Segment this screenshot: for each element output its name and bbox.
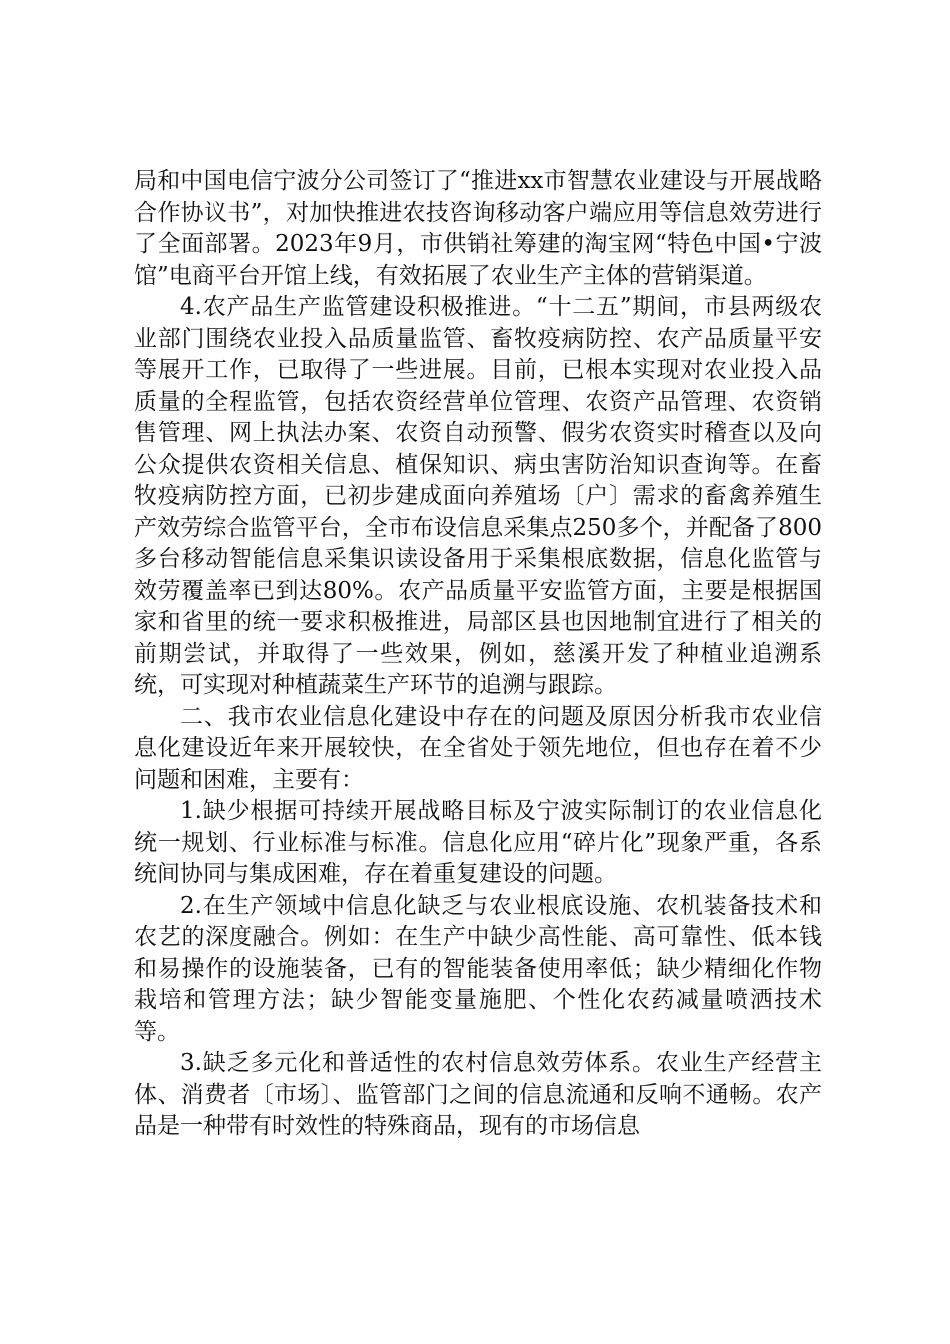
paragraph-problem-2: 2.在生产领域中信息化缺乏与农业根底设施、农机装备技术和农艺的深度融合。例如：在生产中缺少高性能、高可靠性、低本钱和易操作的设施装备，已有的智能装备使用率低；缺少精细化作物栽培和管理方法；缺少智能变量施肥、个性化农药减量喷洒技术等。	[134, 892, 822, 1045]
paragraph-section-two-heading: 二、我市农业信息化建设中存在的问题及原因分析我市农业信息化建设近年来开展较快，在全省处于领先地位，但也存在着不少问题和困难，主要有：	[134, 703, 822, 793]
document-page	[134, 166, 822, 1143]
paragraph-continuation: 局和中国电信宁波分公司签订了“推进xx市智慧农业建设与开展战略合作协议书”，对加快推进农技咨询移动客户端应用等信息效劳进行了全面部署。2023年9月，市供销社筹建的淘宝网“特色中国•宁波馆”电商平台开馆上线，有效拓展了农业生产主体的营销渠道。	[134, 168, 822, 289]
paragraph-supervision: 4.农产品生产监管建设积极推进。“十二五”期间，市县两级农业部门围绕农业投入品质量监管、畜牧疫病防控、农产品质量平安等展开工作，已取得了一些进展。目前，已根本实现对农业投入品质量的全程监管，包括农资经营单位管理、农资产品管理、农资销售管理、网上执法办案、农资自动预警、假劣农资实时稽查以及向公众提供农资相关信息、植保知识、病虫害防治知识查询等。在畜牧疫病防控方面，已初步建成面向养殖场〔户〕需求的畜禽养殖生产效劳综合监管平台，全市布设信息采集点250多个，并配备了800多台移动智能信息采集识读设备用于采集根底数据，信息化监管与效劳覆盖率已到达80%。农产品质量平安监管方面，主要是根据国家和省里的统一要求积极推进，局部区县也因地制宜进行了相关的前期尝试，并取得了一些效果，例如，慈溪开发了种植业追溯系统，可实现对种植蔬菜生产环节的追溯与跟踪。	[134, 294, 822, 698]
paragraph-problem-3: 3.缺乏多元化和普适性的农村信息效劳体系。农业生产经营主体、消费者〔市场〕、监管部门之间的信息流通和反响不通畅。农产品是一种带有时效性的特殊商品，现有的市场信息	[134, 1050, 822, 1139]
paragraph-problem-1: 1.缺少根据可持续开展战略目标及宁波实际制订的农业信息化统一规划、行业标准与标准。信息化应用“碎片化”现象严重，各系统间协同与集成困难，存在着重复建设的问题。	[134, 798, 822, 887]
